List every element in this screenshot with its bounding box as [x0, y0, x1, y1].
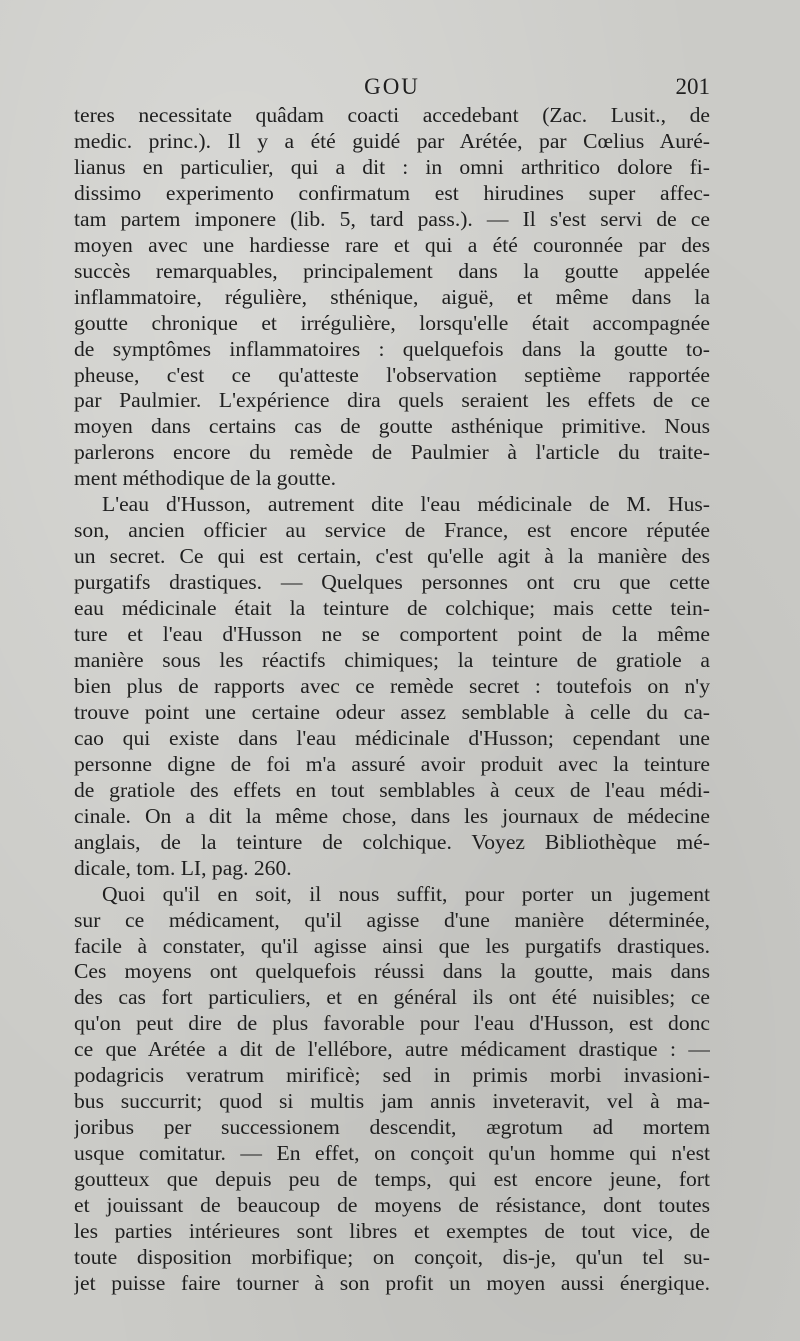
text-line: ment méthodique de la goutte.: [74, 466, 337, 491]
running-head: GOU: [364, 74, 420, 99]
text-line: trouve point une certaine odeur assez semblable à celle du ca-: [74, 699, 710, 724]
text-line: personne digne de foi m'a assuré avoir produit avec la teinture: [74, 751, 710, 776]
page-number: 201: [675, 74, 710, 99]
text-line: eau médicinale était la teinture de colchique; mais cette tein-: [74, 596, 710, 621]
text-line: manière sous les réactifs chimiques; la teinture de gratiole a: [74, 648, 710, 673]
page-header: [74, 74, 710, 104]
text-line: dissimo experimento confirmatum est hirudines super affec-: [74, 180, 710, 205]
text-line: goutte chronique et irrégulière, lorsqu'elle était accompagnée: [74, 310, 710, 335]
text-line: de symptômes inflammatoires : quelquefois dans la goutte to-: [74, 336, 710, 361]
text-line: un secret. Ce qui est certain, c'est qu'elle agit à la manière des: [74, 544, 710, 569]
text-line: sur ce médicament, qu'il agisse d'une manière déterminée,: [74, 907, 710, 932]
text-line: teres necessitate quâdam coacti accedebant (Zac. Lusit., de: [74, 103, 710, 127]
text-line: toute disposition morbifique; on conçoit, dis-je, qu'un tel su-: [74, 1244, 710, 1269]
text-line: bien plus de rapports avec ce remède secret : toutefois on n'y: [74, 673, 710, 698]
text-line: tam partem imponere (lib. 5, tard pass.). — Il s'est servi de ce: [74, 206, 710, 231]
text-line: dicale, tom. LI, pag. 260.: [74, 855, 292, 880]
text-line: pheuse, c'est ce qu'atteste l'observation septième rapportée: [74, 362, 710, 387]
text-line: ce que Arétée a dit de l'ellébore, autre médicament drastique : —: [74, 1037, 710, 1062]
text-line: moyen dans certains cas de goutte asthénique primitive. Nous: [74, 414, 710, 439]
text-line: L'eau d'Husson, autrement dite l'eau médicinale de M. Hus-: [102, 492, 710, 517]
text-line: et jouissant de beaucoup de moyens de résistance, dont toutes: [74, 1193, 710, 1218]
text-line: Ces moyens ont quelquefois réussi dans la goutte, mais dans: [74, 959, 710, 984]
text-line: de gratiole des effets en tout semblables à ceux de l'eau médi-: [74, 777, 710, 802]
text-line: inflammatoire, régulière, sthénique, aiguë, et même dans la: [74, 284, 710, 309]
text-line: podagricis veratrum mirificè; sed in primis morbi invasioni-: [74, 1063, 710, 1088]
text-line: joribus per successionem descendit, ægrotum ad mortem: [74, 1115, 710, 1140]
text-line: cao qui existe dans l'eau médicinale d'Husson; cependant une: [74, 725, 710, 750]
text-line: cinale. On a dit la même chose, dans les journaux de médecine: [74, 803, 710, 828]
text-line: facile à constater, qu'il agisse ainsi que les purgatifs drastiques.: [74, 933, 710, 958]
text-line: Quoi qu'il en soit, il nous suffit, pour porter un jugement: [102, 881, 710, 906]
text-line: jet puisse faire tourner à son profit un moyen aussi énergique.: [74, 1270, 710, 1295]
text-line: bus succurrit; quod si multis jam annis inveteravit, vel à ma-: [74, 1089, 710, 1114]
text-line: purgatifs drastiques. — Quelques personnes ont cru que cette: [74, 570, 710, 595]
text-line: parlerons encore du remède de Paulmier à l'article du traite-: [74, 440, 710, 465]
text-line: usque comitatur. — En effet, on conçoit qu'un homme qui n'est: [74, 1141, 710, 1166]
text-line: anglais, de la teinture de colchique. Voyez Bibliothèque mé-: [74, 829, 710, 854]
text-line: succès remarquables, principalement dans la goutte appelée: [74, 258, 710, 283]
text-line: son, ancien officier au service de France, est encore réputée: [74, 518, 710, 543]
text-line: lianus en particulier, qui a dit : in omni arthritico dolore fi-: [74, 154, 710, 179]
text-line: moyen avec une hardiesse rare et qui a été couronnée par des: [74, 232, 710, 257]
text-line: des cas fort particuliers, et en général ils ont été nuisibles; ce: [74, 985, 710, 1010]
text-line: les parties intérieures sont libres et exemptes de tout vice, de: [74, 1218, 710, 1243]
text-line: medic. princ.). Il y a été guidé par Arétée, par Cœlius Auré-: [74, 128, 710, 153]
text-line: par Paulmier. L'expérience dira quels seraient les effets de ce: [74, 388, 710, 413]
text-line: qu'on peut dire de plus favorable pour l'eau d'Husson, est donc: [74, 1011, 710, 1036]
body-text: [74, 103, 710, 1297]
text-line: ture et l'eau d'Husson ne se comportent point de la même: [74, 622, 710, 647]
text-line: goutteux que depuis peu de temps, qui est encore jeune, fort: [74, 1167, 710, 1192]
